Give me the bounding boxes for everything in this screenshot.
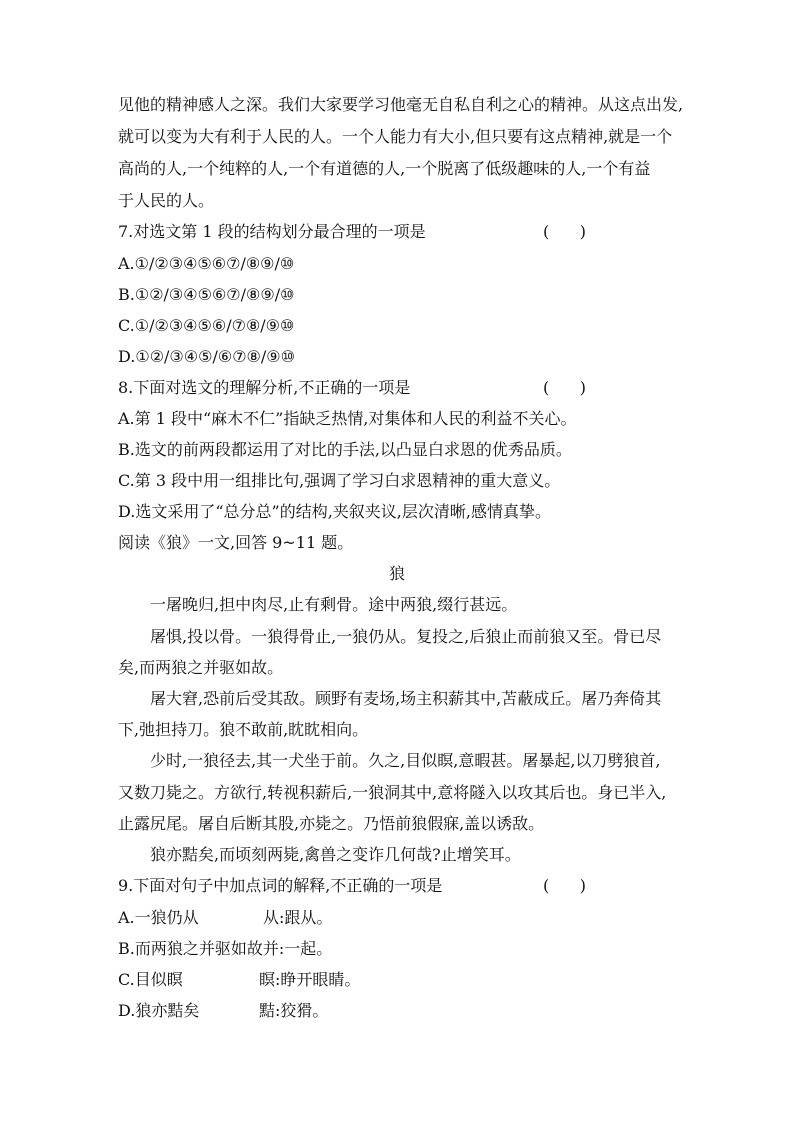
question-9-option-a: [118, 906, 332, 930]
question-8-option-b: B.选文的前两段都运用了对比的手法,以凸显白求恩的优秀品质。: [118, 440, 572, 459]
option-phrase: C.目似瞑: [118, 970, 183, 989]
passage-line: 高尚的人,一个纯粹的人,一个有道德的人,一个脱离了低级趣味的人,一个有益: [118, 159, 651, 178]
wolf-paragraph-line: 一屠晚归,担中肉尽,止有剩骨。途中两狼,缀行甚远。: [150, 595, 518, 614]
question-9-stem: 9.下面对句子中加点词的解释,不正确的一项是: [118, 876, 443, 895]
question-8-option-c: C.第 3 段中用一组排比句,强调了学习白求恩精神的重大意义。: [118, 471, 561, 490]
option-gloss: 从:跟从。: [263, 908, 333, 927]
question-7-option-c: C.①/②③④⑤⑥/⑦⑧/⑨⑩: [118, 316, 295, 335]
wolf-paragraph-line: 少时,一狼径去,其一犬坐于前。久之,目似瞑,意暇甚。屠暴起,以刀劈狼首,: [150, 751, 661, 770]
question-7-option-d: D.①②/③④⑤/⑥⑦⑧/⑨⑩: [118, 347, 295, 366]
passage-line: 于人民的人。: [118, 191, 215, 210]
passage-line: 就可以变为大有利于人民的人。一个人能力有大小,但只要有这点精神,就是一个: [118, 127, 673, 146]
question-8-option-a: A.第 1 段中“麻木不仁”指缺乏热情,对集体和人民的利益不关心。: [118, 409, 577, 428]
wolf-paragraph-line: 屠大窘,恐前后受其敌。顾野有麦场,场主积薪其中,苫蔽成丘。屠乃奔倚其: [150, 689, 662, 708]
question-7-option-b: B.①②/③④⑤⑥⑦/⑧⑨/⑩: [118, 285, 295, 304]
wolf-paragraph-line: 又数刀毙之。方欲行,转视积薪后,一狼洞其中,意将隧入以攻其后也。身已半入,: [118, 783, 667, 802]
option-gloss: 瞑:睁开眼睛。: [259, 970, 361, 989]
option-phrase: A.一狼仍从: [118, 908, 199, 927]
question-8-option-d: D.选文采用了“总分总”的结构,夹叙夹议,层次清晰,感情真挚。: [118, 502, 551, 521]
question-9-option-c: [118, 968, 360, 992]
question-9-answer-blank: ( ): [543, 876, 586, 895]
option-gloss: 并:一起。: [262, 939, 333, 958]
option-phrase: D.狼亦黠矣: [118, 1001, 200, 1020]
reading-instruction: 阅读《狼》一文,回答 9~11 题。: [118, 533, 354, 552]
question-7-stem: 7.对选文第 1 段的结构划分最合理的一项是: [118, 222, 426, 241]
passage-title: 狼: [388, 564, 405, 583]
question-8-answer-blank: ( ): [543, 378, 586, 397]
question-9-option-d: [118, 999, 328, 1023]
question-7-option-a: A.①/②③④⑤⑥⑦/⑧⑨/⑩: [118, 254, 295, 273]
question-7-answer-blank: ( ): [543, 222, 586, 241]
passage-line: 见他的精神感人之深。我们大家要学习他毫无自私自利之心的精神。从这点出发,: [118, 95, 684, 114]
option-phrase: B.而两狼之并驱如故: [118, 939, 263, 958]
wolf-paragraph-line: 屠惧,投以骨。一狼得骨止,一狼仍从。复投之,后狼止而前狼又至。骨已尽: [150, 627, 662, 646]
wolf-paragraph-line: 止露尻尾。屠自后断其股,亦毙之。乃悟前狼假寐,盖以诱敌。: [118, 814, 545, 833]
wolf-paragraph-line: 狼亦黠矣,而顷刻两毙,禽兽之变诈几何哉?止增笑耳。: [150, 845, 521, 864]
wolf-paragraph-line: 矣,而两狼之并驱如故。: [118, 658, 284, 677]
wolf-paragraph-line: 下,弛担持刀。狼不敢前,眈眈相向。: [118, 720, 369, 739]
question-9-option-b: [118, 937, 332, 961]
question-8-stem: 8.下面对选文的理解分析,不正确的一项是: [118, 378, 411, 397]
option-gloss: 黠:狡猾。: [259, 1001, 329, 1020]
